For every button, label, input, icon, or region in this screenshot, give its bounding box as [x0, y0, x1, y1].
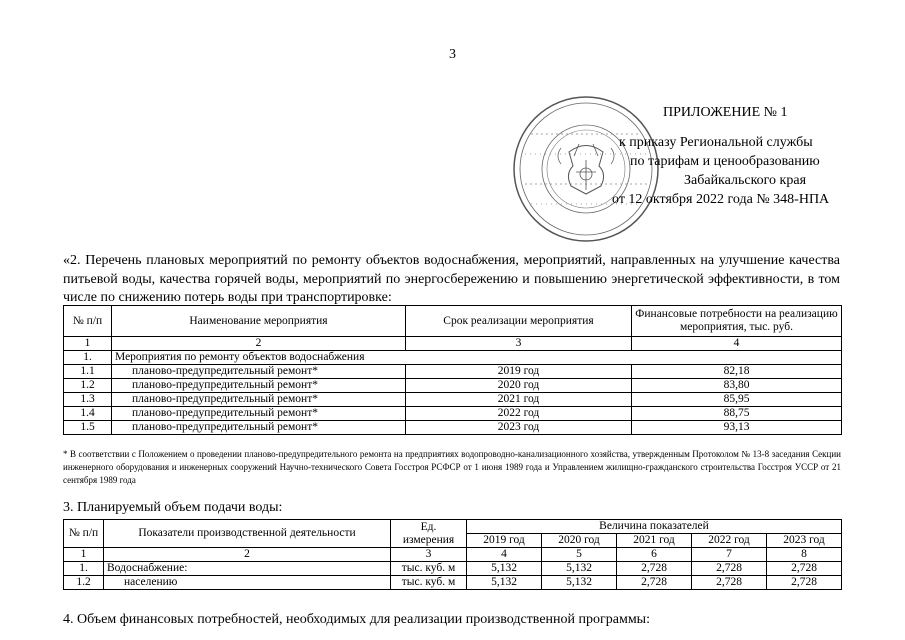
row-num: 1.5: [64, 421, 112, 435]
row-unit: тыс. куб. м: [391, 562, 467, 576]
row-term: 2020 год: [406, 379, 632, 393]
year-header: 2019 год: [467, 534, 542, 548]
row-name: Водоснабжение:: [104, 562, 391, 576]
header-indicator: Показатели производственной деятельности: [104, 520, 391, 548]
header-num: № п/п: [64, 520, 104, 548]
header-num: № п/п: [64, 306, 112, 337]
row-value: 93,13: [632, 421, 842, 435]
repair-measures-table: [63, 305, 842, 435]
row-term: 2022 год: [406, 407, 632, 421]
row-value: 2,728: [692, 576, 767, 590]
col-number: 2: [104, 548, 391, 562]
header-finance: Финансовые потребности на реализацию мероприятия, тыс. руб.: [632, 306, 842, 337]
section-2-intro: «2. Перечень плановых мероприятий по ремонту объектов водоснабжения, мероприятий, направленных на улучшение качества питьевой воды, качества горячей воды, мероприятий по энергосбережению и повышению энергетической эффективности, в том числе по снижению потерь воды при транспортировке:: [63, 253, 840, 305]
row-value: 5,132: [542, 576, 617, 590]
year-header: 2020 год: [542, 534, 617, 548]
col-number: 8: [767, 548, 842, 562]
row-name: планово-предупредительный ремонт*: [112, 421, 406, 435]
row-name: планово-предупредительный ремонт*: [112, 379, 406, 393]
col-number: 3: [391, 548, 467, 562]
group-num: 1.: [64, 351, 112, 365]
header-term: Срок реализации мероприятия: [406, 306, 632, 337]
row-num: 1.: [64, 562, 104, 576]
page-number: 3: [449, 47, 456, 62]
col-number: 4: [632, 337, 842, 351]
row-value: 82,18: [632, 365, 842, 379]
col-number: 1: [64, 548, 104, 562]
row-value: 2,728: [617, 562, 692, 576]
row-value: 2,728: [767, 576, 842, 590]
col-number: 1: [64, 337, 112, 351]
water-supply-volume-table: [63, 519, 842, 590]
table-row: [64, 393, 842, 407]
row-name: планово-предупредительный ремонт*: [112, 407, 406, 421]
header-unit: Ед. измерения: [391, 520, 467, 548]
table-row: [64, 407, 842, 421]
col-number: 6: [617, 548, 692, 562]
column-numbers-row: [64, 548, 842, 562]
col-number: 3: [406, 337, 632, 351]
row-value: 5,132: [467, 576, 542, 590]
year-header: 2022 год: [692, 534, 767, 548]
row-num: 1.4: [64, 407, 112, 421]
year-header: 2023 год: [767, 534, 842, 548]
appendix-title: ПРИЛОЖЕНИЕ № 1: [663, 105, 788, 120]
row-unit: тыс. куб. м: [391, 576, 467, 590]
appendix-line-2: по тарифам и ценообразованию: [630, 154, 820, 169]
table-row: [64, 576, 842, 590]
row-value: 83,80: [632, 379, 842, 393]
row-value: 5,132: [542, 562, 617, 576]
row-name: населению: [104, 576, 391, 590]
col-number: 2: [112, 337, 406, 351]
header-values: Величина показателей: [467, 520, 842, 534]
row-term: 2021 год: [406, 393, 632, 407]
row-value: 88,75: [632, 407, 842, 421]
row-num: 1.2: [64, 576, 104, 590]
appendix-line-1: к приказу Региональной службы: [619, 135, 813, 150]
section-4-title: 4. Объем финансовых потребностей, необходимых для реализации производственной программы:: [63, 612, 650, 627]
group-name: Мероприятия по ремонту объектов водоснабжения: [112, 351, 842, 365]
footnote: * В соответствии с Положением о проведении планово-предупредительного ремонта на предприятиях водопроводно-канализационного хозяйства, утвержденным Протоколом № 13-8 заседания Секции инженерного оборудования и инженерных сооружений Научно-технического Совета Госстроя РСФСР от 1 июня 1989 года и Управлением жилищно-гражданского строительства Госстроя УССР от 21 сентября 1989 года: [63, 449, 841, 485]
row-num: 1.3: [64, 393, 112, 407]
col-number: 7: [692, 548, 767, 562]
table-row: [64, 365, 842, 379]
row-name: планово-предупредительный ремонт*: [112, 393, 406, 407]
row-value: 85,95: [632, 393, 842, 407]
row-value: 5,132: [467, 562, 542, 576]
row-term: 2019 год: [406, 365, 632, 379]
row-value: 2,728: [692, 562, 767, 576]
table-group-row: [64, 351, 842, 365]
row-num: 1.2: [64, 379, 112, 393]
column-numbers-row: [64, 337, 842, 351]
table-header-row: [64, 520, 842, 534]
row-value: 2,728: [617, 576, 692, 590]
appendix-line-3: Забайкальского края: [684, 173, 807, 188]
section-3-title: 3. Планируемый объем подачи воды:: [63, 500, 283, 515]
col-number: 4: [467, 548, 542, 562]
year-header: 2021 год: [617, 534, 692, 548]
row-value: 2,728: [767, 562, 842, 576]
appendix-line-4: от 12 октября 2022 года № 348-НПА: [612, 192, 830, 207]
col-number: 5: [542, 548, 617, 562]
row-term: 2023 год: [406, 421, 632, 435]
table-row: [64, 379, 842, 393]
header-measure: Наименование мероприятия: [112, 306, 406, 337]
table-header-row: [64, 306, 842, 337]
table-row: [64, 562, 842, 576]
row-name: планово-предупредительный ремонт*: [112, 365, 406, 379]
table-row: [64, 421, 842, 435]
row-num: 1.1: [64, 365, 112, 379]
